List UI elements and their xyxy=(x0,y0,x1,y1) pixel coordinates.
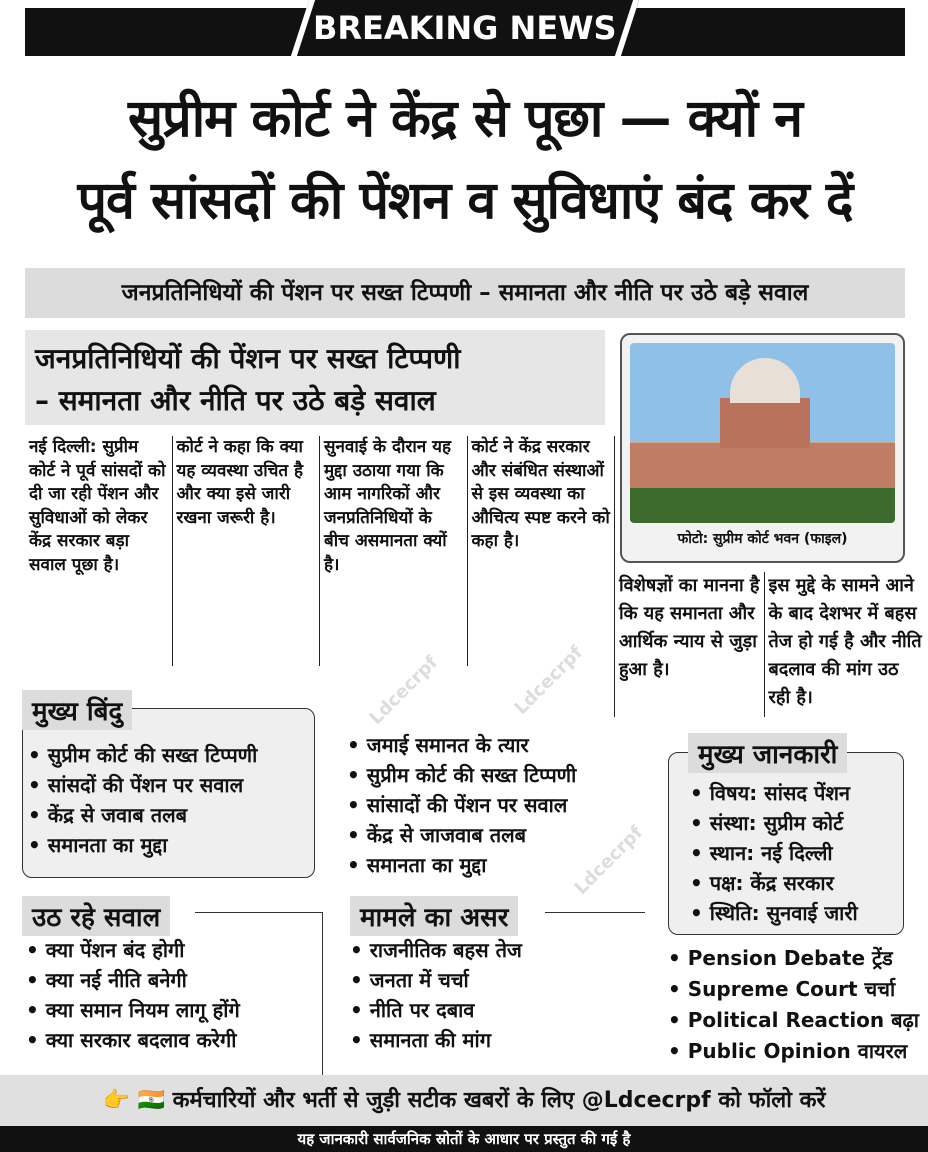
article-column: कोर्ट ने कहा कि क्या यह व्यवस्था उचित है और क्या इसे जारी रखना जरूरी है। xyxy=(173,436,321,666)
photo-box xyxy=(620,333,905,563)
article-columns xyxy=(25,436,615,666)
subheadline: जनप्रतिनिधियों की पेंशन पर सख्त टिप्पणी – समानता और नीति पर उठे बड़े सवाल xyxy=(25,268,905,318)
list-item: • नीति पर दबाव xyxy=(350,995,522,1025)
key-info-title: मुख्य जानकारी xyxy=(688,733,847,773)
right-columns xyxy=(614,572,928,717)
source-footnote: यह जानकारी सार्वजनिक स्रोतों के आधार पर प्रस्तुत की गई है xyxy=(0,1126,928,1152)
section-title-line: – समानता और नीति पर उठे बड़े सवाल xyxy=(35,384,436,417)
headline-line: सुप्रीम कोर्ट ने केंद्र से पूछा — क्यों न xyxy=(127,89,803,149)
article-column: इस मुद्दे के सामने आने के बाद देशभर में बहस तेज हो गई है और नीति बदलाव की मांग उठ रही है। xyxy=(768,575,922,708)
watermark: Ldcecrpf xyxy=(510,642,588,719)
watermark: Ldcecrpf xyxy=(570,822,648,899)
article-column: सुनवाई के दौरान यह मुद्दा उठाया गया कि आम नागरिकों और जनप्रतिनिधियों के बीच असमानता क्यों है। xyxy=(320,436,468,666)
key-info-list xyxy=(690,778,858,928)
list-item: • संस्था: सुप्रीम कोर्ट xyxy=(690,808,858,838)
section-title-line: जनप्रतिनिधियों की पेंशन पर सख्त टिप्पणी xyxy=(35,342,461,375)
list-item: • समानता का मुद्दा xyxy=(28,830,257,860)
middle-list xyxy=(347,730,576,880)
headline xyxy=(20,78,910,242)
list-item: • सुप्रीम कोर्ट की सख्त टिप्पणी xyxy=(347,760,576,790)
list-item: • क्या नई नीति बनेगी xyxy=(26,965,240,995)
questions-list xyxy=(26,935,240,1055)
list-item: • स्थान: नई दिल्ली xyxy=(690,838,858,868)
key-points-list xyxy=(28,740,257,860)
impact-list xyxy=(350,935,522,1055)
follow-footer: 👉 🇮🇳 कर्मचारियों और भर्ती से जुड़ी सटीक खबरों के लिए @Ldcecrpf को फॉलो करें xyxy=(0,1075,928,1127)
section-title xyxy=(25,330,605,425)
list-item: • जनता में चर्चा xyxy=(350,965,522,995)
list-item: • Supreme Court चर्चा xyxy=(668,974,919,1005)
trend-list xyxy=(668,943,919,1067)
headline-line: पूर्व सांसदों की पेंशन व सुविधाएं बंद कर दें xyxy=(77,171,853,231)
list-item: • सुप्रीम कोर्ट की सख्त टिप्पणी xyxy=(28,740,257,770)
list-item: • राजनीतिक बहस तेज xyxy=(350,935,522,965)
list-item: • क्या पेंशन बंद होगी xyxy=(26,935,240,965)
list-item: • केंद्र से जाजवाब तलब xyxy=(347,820,576,850)
article-column: कोर्ट ने केंद्र सरकार और संबंधित संस्थाओं से इस व्यवस्था का औचित्य स्पष्ट करने को कहा है। xyxy=(468,436,616,666)
article-column: नई दिल्ली: सुप्रीम कोर्ट ने पूर्व सांसदों को दी जा रही पेंशन और सुविधाओं को लेकर केंद्र सरकार बड़ा सवाल पूछा है। xyxy=(25,436,173,666)
divider xyxy=(545,912,645,913)
list-item: • क्या समान नियम लागू होंगे xyxy=(26,995,240,1025)
list-item: • जमाई समानत के त्यार xyxy=(347,730,576,760)
list-item: • समानता की मांग xyxy=(350,1025,522,1055)
questions-title: उठ रहे सवाल xyxy=(22,896,170,936)
breaking-news-banner xyxy=(291,0,639,56)
list-item: • Public Opinion वायरल xyxy=(668,1036,919,1067)
photo-caption: फोटो: सुप्रीम कोर्ट भवन (फाइल) xyxy=(677,531,848,547)
list-item: • क्या सरकार बदलाव करेगी xyxy=(26,1025,240,1055)
list-item: • समानता का मुद्दा xyxy=(347,850,576,880)
list-item: • स्थिति: सुनवाई जारी xyxy=(690,898,858,928)
list-item: • सांसादों की पेंशन पर सवाल xyxy=(347,790,576,820)
list-item: • सांसदों की पेंशन पर सवाल xyxy=(28,770,257,800)
list-item: • Pension Debate ट्रेंड xyxy=(668,943,919,974)
watermark: Ldcecrpf xyxy=(365,652,443,729)
impact-title: मामले का असर xyxy=(350,896,518,936)
list-item: • पक्ष: केंद्र सरकार xyxy=(690,868,858,898)
article-column: विशेषज्ञों का मानना है कि यह समानता और आर्थिक न्याय से जुड़ा हुआ है। xyxy=(615,572,765,717)
key-points-title: मुख्य बिंदु xyxy=(22,690,132,730)
list-item: • विषय: सांसद पेंशन xyxy=(690,778,858,808)
list-item: • केंद्र से जवाब तलब xyxy=(28,800,257,830)
supreme-court-photo xyxy=(630,343,895,523)
banner-text: BREAKING NEWS xyxy=(313,9,617,47)
list-item: • Political Reaction बढ़ा xyxy=(668,1005,919,1036)
